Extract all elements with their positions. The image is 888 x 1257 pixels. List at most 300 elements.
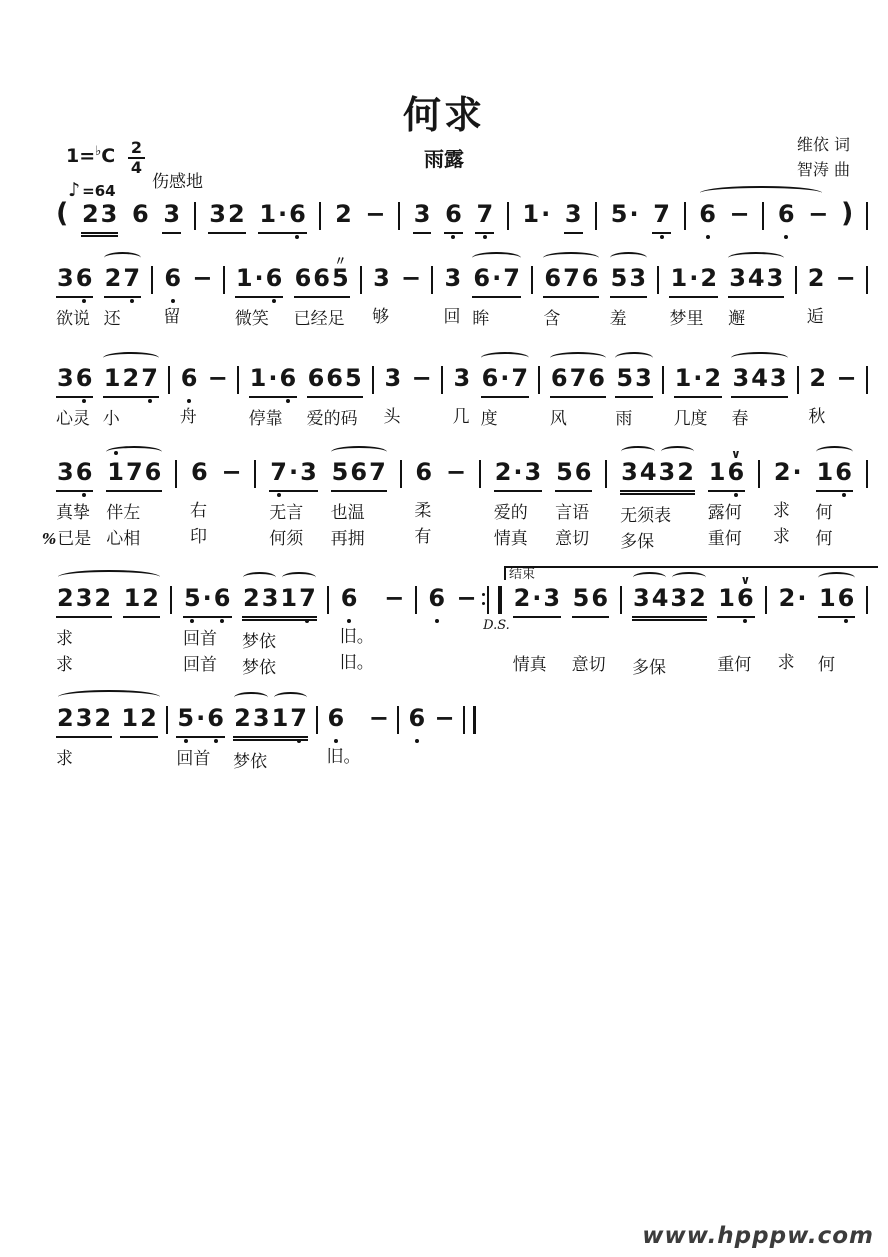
note-digit: 6 [588, 364, 605, 392]
dash-note: − [835, 264, 856, 292]
note-digit: 6 [75, 458, 93, 486]
lyric-verse2: 有 [414, 527, 432, 547]
note-digit: 7 [569, 364, 587, 392]
note-digit: 7 [503, 264, 520, 292]
lyric-verse1: 邂 [728, 309, 746, 329]
note-digit: 6 [180, 364, 198, 392]
note-group [728, 264, 784, 330]
lyric-verse1: 几 [452, 407, 470, 427]
dash-note: − [207, 364, 228, 392]
score-line-3 [56, 346, 868, 430]
note-digit: 6 [191, 458, 208, 486]
note-digit: 7 [141, 364, 158, 392]
note-digit: 6 [75, 264, 93, 292]
note-digit: 3 [261, 584, 279, 612]
flat-icon: ♭ [95, 143, 102, 159]
note-group [180, 364, 199, 428]
note-digit: 3 [75, 704, 93, 732]
note-group [327, 704, 361, 768]
note-digit: 6 [777, 200, 795, 228]
note-group [777, 200, 796, 232]
note-group [233, 704, 308, 773]
note-group [555, 458, 592, 550]
lyric-verse1: 还 [103, 309, 121, 329]
note-digit: 2 [94, 704, 112, 732]
note-digit: 3 [766, 264, 784, 292]
note-digit: 7 [369, 458, 386, 486]
note-digit: 3 [621, 458, 638, 486]
note-digit: 7 [299, 584, 316, 612]
note-digit: 3 [373, 264, 390, 292]
expression-marking: 伤感地 [152, 172, 203, 192]
note-digit: 3 [732, 364, 750, 392]
note-digit: 5 [177, 704, 195, 732]
barline [166, 704, 168, 766]
note-digit: 2 [809, 364, 827, 392]
lyric-verse1: 梦依 [233, 752, 268, 772]
note-digit: 6 [294, 264, 312, 292]
lyric-verse2: 何 [817, 655, 835, 675]
repeat-barline [483, 584, 510, 672]
lyric-verse1: 已经足 [293, 309, 345, 329]
note-group [208, 200, 245, 234]
note-digit: 6 [340, 584, 358, 612]
note-group [444, 264, 463, 328]
time-numerator: 2 [128, 139, 145, 159]
ds-label: D.S. [483, 618, 510, 633]
note-group [103, 364, 159, 430]
note-digit: 2 [242, 584, 260, 612]
barline [866, 264, 868, 326]
lyric-verse2: 多保 [620, 532, 655, 552]
note-digit: 3 [629, 264, 647, 292]
barline [795, 264, 797, 326]
note-digit: 2 [122, 364, 140, 392]
note-digit: 1 [103, 364, 121, 392]
barline [400, 458, 402, 546]
note-digit: · [541, 200, 551, 228]
note-group [56, 364, 93, 430]
note-digit: 5 [616, 364, 634, 392]
lyric-verse1: 何 [815, 503, 833, 523]
note-digit: 6 [144, 458, 162, 486]
note-digit: 5 [345, 364, 362, 392]
note-group [698, 200, 717, 232]
barline [441, 364, 443, 426]
note-digit: 2 [227, 200, 245, 228]
note-digit: 3 [729, 264, 746, 292]
note-digit: 6 [544, 264, 562, 292]
note-digit: · [513, 458, 523, 486]
note-digit: 6 [289, 200, 306, 228]
note-digit: 3 [100, 200, 118, 228]
lyric-verse1: 微笑 [234, 309, 269, 329]
barline [397, 704, 399, 766]
note-digit: 3 [252, 704, 270, 732]
note-group [163, 264, 182, 328]
lyric-verse1: 小 [102, 409, 120, 429]
note-group [572, 584, 609, 676]
note-group [258, 200, 307, 234]
dash-note: − [411, 364, 432, 392]
barline [765, 584, 767, 672]
dash-note: − [384, 584, 405, 612]
score-line-6 [56, 686, 476, 773]
note-digit: 6 [835, 458, 852, 486]
note-digit: 3 [57, 458, 74, 486]
lyric-verse1: 右 [190, 501, 207, 521]
lyric-verse2: 求 [56, 655, 73, 675]
barline [531, 264, 533, 326]
note-digit: 1 [708, 458, 726, 486]
note-digit: 5 [331, 458, 349, 486]
note-digit: 5 [572, 584, 590, 612]
note-digit: 7 [511, 364, 529, 392]
barline [372, 364, 374, 426]
lyric-verse1: 梦依 [241, 632, 276, 652]
note-digit: 1 [718, 584, 735, 612]
note-group [778, 584, 808, 674]
note-digit: 6 [164, 264, 182, 292]
segno-icon: % [42, 530, 57, 548]
note-digit: 3 [57, 264, 74, 292]
note-digit: 2 [57, 704, 74, 732]
note-digit: 2 [335, 200, 352, 228]
lyric-verse2: 梦依 [241, 658, 276, 678]
song-title: 何求 [402, 93, 485, 137]
note-digit: 6 [574, 458, 592, 486]
note-digit: 1 [123, 584, 141, 612]
note-digit: 2 [81, 200, 99, 228]
lyric-verse1: 回首 [182, 629, 217, 649]
note-group [521, 200, 551, 232]
barline [507, 200, 509, 230]
watermark: www.hpppw.com [642, 1223, 874, 1249]
note-digit: · [254, 264, 264, 292]
note-group [162, 200, 181, 234]
note-digit: 6 [75, 364, 93, 392]
note-group [475, 200, 494, 234]
lyric-verse1: 柔 [414, 501, 432, 521]
barline [479, 458, 481, 546]
dash-note: − [401, 264, 422, 292]
note-group [816, 458, 853, 550]
note-group [242, 584, 317, 679]
note-group [331, 458, 387, 550]
barline [360, 264, 362, 326]
note-digit: 3 [524, 458, 542, 486]
lyric-verse1: 眸 [472, 309, 490, 329]
score-line-1 [56, 182, 868, 237]
note-digit: 3 [543, 584, 561, 612]
note-digit: 1 [674, 364, 692, 392]
note-digit: 6 [581, 264, 599, 292]
lyric-verse2: 情真 [493, 529, 528, 549]
note-digit: 6 [265, 264, 283, 292]
note-group [717, 584, 754, 676]
note-digit: 6 [327, 704, 345, 732]
composer-credit: 智涛 曲 [796, 159, 850, 179]
key-signature [66, 138, 145, 175]
note-digit: · [278, 200, 288, 228]
note-digit: 2 [494, 458, 512, 486]
note-digit: 7 [125, 458, 143, 486]
ending-bracket [504, 566, 878, 580]
lyric-verse2: 意切 [555, 529, 590, 549]
lyric-verse1: 欲说 [56, 309, 90, 329]
note-group [472, 264, 521, 330]
note-digit: · [492, 264, 502, 292]
note-group [176, 704, 225, 770]
note-digit: 3 [769, 364, 787, 392]
barline [797, 364, 799, 426]
note-group [56, 264, 93, 330]
note-digit: 1 [816, 458, 834, 486]
lyric-verse1: 逅 [806, 307, 824, 327]
barline [170, 584, 172, 672]
lyric-verse2: 再拥 [330, 529, 365, 549]
note-digit: 1 [522, 200, 540, 228]
lyric-verse1: 无须表 [620, 506, 672, 526]
note-digit: 1 [271, 704, 289, 732]
barline [605, 458, 607, 546]
lyric-verse2: 重何 [717, 655, 752, 675]
note-digit: 6 [132, 200, 149, 228]
note-digit: 2 [704, 364, 722, 392]
lyric-verse2: %已是 [42, 529, 92, 549]
note-group [807, 264, 826, 328]
lyric-verse1: 回首 [176, 749, 211, 769]
note-digit: · [289, 458, 299, 486]
note-digit: 4 [639, 458, 657, 486]
dash-note: − [445, 458, 467, 486]
lyric-verse1: 够 [372, 307, 390, 327]
note-digit: 3 [209, 200, 226, 228]
note-digit: · [693, 364, 703, 392]
credits [797, 133, 850, 183]
note-digit: 6 [213, 584, 231, 612]
lyric-verse1: 言语 [555, 503, 590, 523]
note-digit: 3 [75, 584, 93, 612]
lyric-verse1: 爱的 [493, 503, 528, 523]
note-digit: 2 [677, 458, 694, 486]
note-group [104, 264, 141, 330]
note-digit: ∨ 6 [736, 584, 755, 612]
barline [866, 584, 868, 672]
note-digit: 3 [453, 364, 471, 392]
note-digit: 2 [778, 584, 796, 612]
note-digit: 5 [610, 200, 628, 228]
barline [168, 364, 170, 426]
note-group [408, 704, 427, 768]
note-digit: 1 [121, 704, 139, 732]
note-group [56, 584, 112, 676]
note-digit: 7 [270, 458, 287, 486]
score-line-4 [42, 440, 868, 553]
note-group [808, 364, 827, 428]
note-digit: 5 [556, 458, 573, 486]
note-digit: 6 [481, 364, 499, 392]
lyric-verse2: 心相 [106, 529, 141, 549]
barline [223, 264, 225, 326]
song-subtitle: 雨露 [424, 147, 464, 171]
note-group [610, 200, 640, 232]
lyric-verse1: 也温 [330, 503, 365, 523]
lyric-verse2: 何 [815, 529, 833, 549]
note-group [131, 200, 150, 232]
note-digit: 1 [280, 584, 298, 612]
note-digit: 6 [837, 584, 855, 612]
dash-note: − [365, 200, 386, 228]
note-group [610, 264, 647, 330]
note-group [383, 364, 402, 428]
dash-note: − [434, 704, 455, 732]
note-digit: 6 [473, 264, 491, 292]
note-group [81, 200, 118, 237]
note-group [42, 458, 93, 550]
note-group [632, 584, 707, 679]
note-digit: 1 [818, 584, 836, 612]
note-group [269, 458, 318, 550]
lyric-verse1: 停靠 [248, 409, 283, 429]
lyric-verse1: 露何 [707, 503, 742, 523]
dash-note: − [456, 584, 477, 612]
lyric-verse1: 含 [543, 309, 561, 329]
note-digit: · [500, 364, 510, 392]
note-digit: 4 [747, 264, 765, 292]
note-group [56, 704, 112, 770]
lyric-verse1: 求 [56, 629, 73, 649]
lyric-verse2: 求 [777, 653, 795, 673]
note-digit: 1 [249, 364, 267, 392]
barline [758, 458, 760, 546]
lyric-verse2: 重何 [707, 529, 742, 549]
note-digit: · [797, 584, 807, 612]
tempo-value: =64 [82, 182, 116, 200]
lyric-verse1: 雨 [615, 409, 633, 429]
note-group [427, 584, 446, 674]
note-group [615, 364, 652, 430]
note-group [413, 200, 432, 234]
lyric-verse1: 春 [731, 409, 749, 429]
barline [175, 458, 177, 546]
lyric-verse1: 回 [443, 307, 461, 327]
note-digit: 3 [564, 200, 582, 228]
barline [398, 200, 400, 230]
note-group [190, 458, 209, 548]
lyric-verse1: 几度 [673, 409, 708, 429]
note-group [773, 458, 803, 548]
note-group [669, 264, 718, 330]
barline [415, 584, 417, 672]
barline [866, 200, 868, 230]
note-group [513, 584, 562, 676]
note-group [123, 584, 160, 676]
lyric-verse2: 情真 [512, 655, 547, 675]
note-group [550, 364, 606, 430]
note-group [674, 364, 723, 430]
lyric-verse1: 伴左 [106, 503, 141, 523]
note-digit: · [792, 458, 802, 486]
note-digit: 1 [235, 264, 253, 292]
dash-note: − [221, 458, 242, 486]
note-digit: 1 [107, 458, 124, 486]
note-digit: 2 [689, 584, 706, 612]
eighth-note-icon: ♪ [68, 179, 81, 201]
note-digit: 4 [651, 584, 669, 612]
note-digit: 6 [279, 364, 297, 392]
barline [194, 200, 196, 230]
lyric-verse1: 求 [772, 501, 790, 521]
note-digit: 5 [183, 584, 201, 612]
note-digit: 2 [513, 584, 531, 612]
lyric-verse1: 秋 [808, 407, 826, 427]
key-prefix: 1= [66, 145, 96, 168]
note-group [481, 364, 530, 430]
note-digit: 6 [415, 458, 433, 486]
barline [762, 200, 764, 230]
lyric-verse1: 舟 [179, 407, 197, 427]
note-group [452, 364, 471, 428]
note-group [340, 584, 374, 674]
note-digit: 3 [658, 458, 676, 486]
note-digit: 2 [773, 458, 791, 486]
note-digit: ∨ 6 [726, 458, 745, 486]
note-digit: 6 [350, 458, 368, 486]
lyric-verse1: 头 [383, 407, 401, 427]
note-digit: 3 [300, 458, 317, 486]
barline [662, 364, 664, 426]
note-digit: · [202, 584, 212, 612]
barline [319, 200, 321, 230]
note-digit: 3 [413, 200, 431, 228]
note-group [564, 200, 583, 234]
time-signature [128, 139, 145, 176]
note-digit: 7 [653, 200, 670, 228]
lyric-verse2: 印 [190, 527, 207, 547]
lyric-verse2: 多保 [631, 658, 666, 678]
key-letter: C [101, 145, 116, 168]
note-digit: 6 [591, 584, 609, 612]
note-group [249, 364, 298, 430]
barline [151, 264, 153, 326]
score-line-2 [56, 246, 868, 330]
note-group [106, 458, 162, 550]
note-digit: 7 [123, 264, 141, 292]
note-group [294, 264, 350, 330]
note-digit: · [532, 584, 542, 612]
paren-mark: ( [56, 198, 69, 229]
lyric-verse1: 留 [163, 307, 181, 327]
lyric-verse1: 心灵 [56, 409, 90, 429]
note-digit: 4 [751, 364, 768, 392]
time-denominator: 4 [130, 157, 142, 177]
barline [595, 200, 597, 230]
note-digit: 3 [444, 264, 462, 292]
lyric-verse1: 真挚 [56, 503, 90, 523]
note-digit: 3 [57, 364, 74, 392]
barline [316, 704, 318, 766]
lyric-verse2: 回首 [182, 655, 217, 675]
note-digit: 1 [670, 264, 688, 292]
note-digit: 6 [207, 704, 224, 732]
barline [254, 458, 256, 546]
note-digit: 3 [670, 584, 688, 612]
lyric-verse1: 度 [480, 409, 498, 429]
note-digit: 2 [700, 264, 718, 292]
note-digit: 2 [234, 704, 251, 732]
note-digit: · [268, 364, 278, 392]
